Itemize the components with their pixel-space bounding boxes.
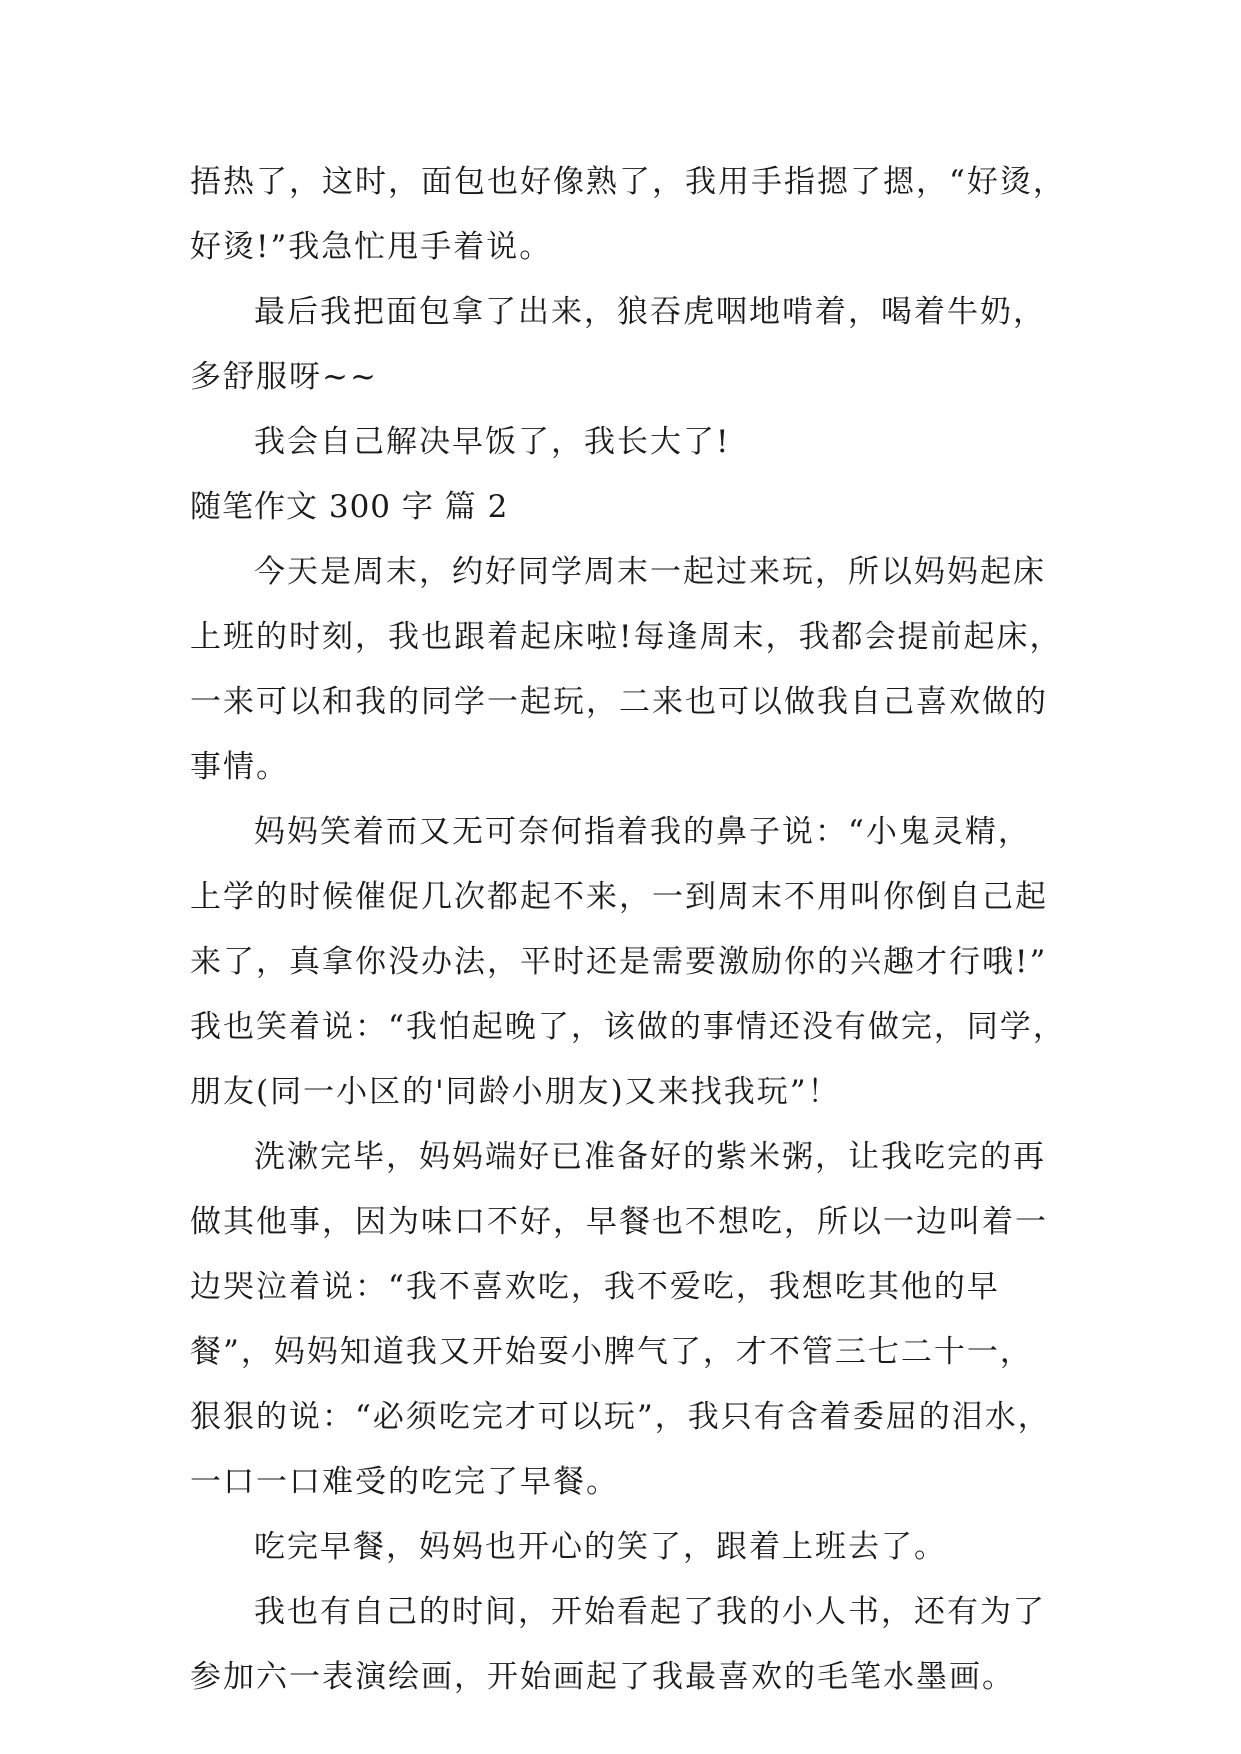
text-line: 做其他事，因为味口不好，早餐也不想吃，所以一边叫着一 (190, 1204, 1048, 1240)
text-line: 来了，真拿你没办法，平时还是需要激励你的兴趣才行哦!” (190, 944, 1048, 980)
text-line: 洗漱完毕，妈妈端好已准备好的紫米粥，让我吃完的再 (254, 1139, 1046, 1175)
text-line: 最后我把面包拿了出来，狼吞虎咽地啃着，喝着牛奶， (254, 294, 1046, 330)
text-line: 多舒服呀~~ (190, 359, 378, 395)
text-line: 狠狠的说：“必须吃完才可以玩”，我只有含着委屈的泪水， (190, 1399, 1051, 1435)
text-line: 事情。 (190, 749, 289, 785)
text-line: 好烫!”我急忙甩手着说。 (190, 229, 553, 265)
text-line: 我会自己解决早饭了，我长大了! (254, 424, 731, 460)
text-line: 上学的时候催促几次都起不来，一到周末不用叫你倒自己起 (190, 879, 1048, 915)
text-line: 捂热了，这时，面包也好像熟了，我用手指摁了摁，“好烫， (190, 164, 1066, 200)
text-line: 餐”，妈妈知道我又开始耍小脾气了，才不管三七二十一， (190, 1334, 1033, 1370)
text-line: 朋友(同一小区的'同龄小朋友)又来找我玩”！ (190, 1074, 841, 1110)
text-line: 边哭泣着说：“我不喜欢吃，我不爱吃，我想吃其他的早 (190, 1269, 1000, 1305)
text-line: 妈妈笑着而又无可奈何指着我的鼻子说：“小鬼灵精， (254, 814, 1031, 850)
document-page (190, 150, 1070, 1710)
text-line: 参加六一表演绘画，开始画起了我最喜欢的毛笔水墨画。 (190, 1659, 1015, 1695)
text-line: 上班的时刻，我也跟着起床啦!每逢周末，我都会提前起床， (190, 619, 1063, 655)
text-line: 一来可以和我的同学一起玩，二来也可以做我自己喜欢做的 (190, 684, 1048, 720)
text-line: 吃完早餐，妈妈也开心的笑了，跟着上班去了。 (254, 1529, 947, 1565)
text-line: 今天是周末，约好同学周末一起过来玩，所以妈妈起床 (254, 554, 1046, 590)
document-body (190, 150, 1070, 1710)
section-heading: 随笔作文 300 字 篇 2 (190, 489, 509, 525)
text-line: 一口一口难受的吃完了早餐。 (190, 1464, 619, 1500)
text-line: 我也笑着说：“我怕起晚了，该做的事情还没有做完，同学， (190, 1009, 1066, 1045)
text-line: 我也有自己的时间，开始看起了我的小人书，还有为了 (254, 1594, 1046, 1630)
